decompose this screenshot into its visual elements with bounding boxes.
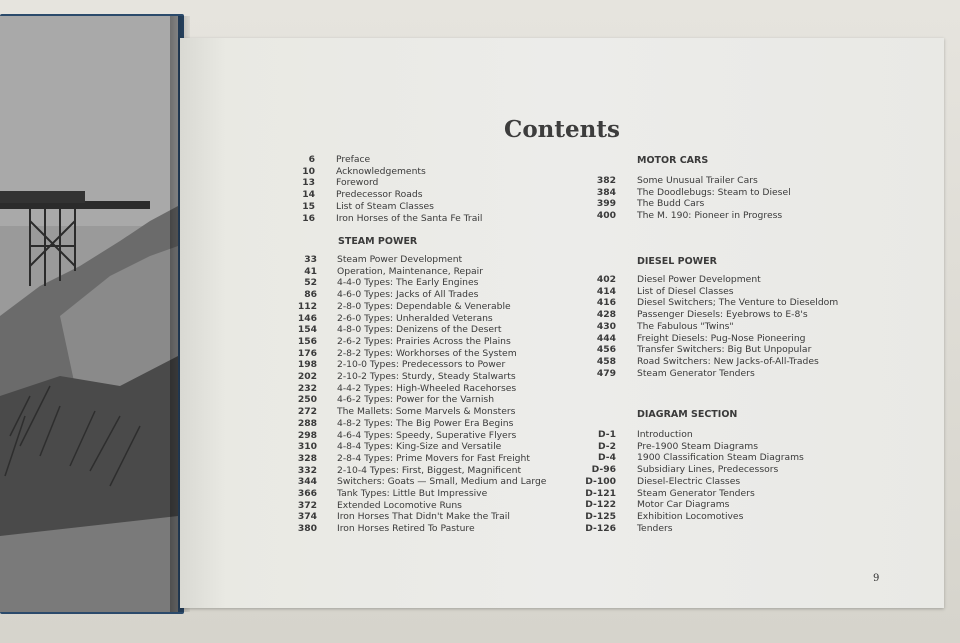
- toc-title: The Mallets: Some Marvels & Monsters: [337, 406, 516, 418]
- toc-entry: [288, 177, 548, 189]
- toc-page-number: 310: [297, 441, 317, 453]
- toc-title: 2-10-4 Types: First, Biggest, Magnificent: [337, 464, 522, 476]
- toc-title: 2-8-4 Types: Prime Movers for Fast Freight: [337, 452, 530, 464]
- toc-entry: [588, 198, 848, 210]
- toc-title: Iron Horses Retired To Pasture: [337, 523, 475, 535]
- toc-entry: [288, 383, 568, 395]
- toc-entry: [288, 348, 568, 360]
- toc-entry: [288, 406, 568, 418]
- toc-title: Preface: [336, 154, 371, 165]
- toc-entry: [288, 511, 568, 523]
- toc-page-number: D-125: [585, 510, 616, 522]
- toc-entry: [582, 488, 842, 500]
- toc-title: 4-8-2 Types: The Big Power Era Begins: [337, 417, 514, 429]
- toc-entry: [288, 154, 548, 166]
- toc-title: Motor Car Diagrams: [637, 499, 730, 511]
- toc-title: 2-10-0 Types: Predecessors to Power: [337, 359, 506, 371]
- toc-entry: [582, 429, 842, 441]
- toc-title: The Fabulous "Twins": [637, 320, 734, 332]
- toc-title: 4-8-0 Types: Denizens of the Desert: [337, 324, 502, 336]
- toc-title: Tank Types: Little But Impressive: [337, 488, 488, 499]
- toc-page-number: D-121: [585, 487, 616, 499]
- toc-title: The Doodlebugs: Steam to Diesel: [637, 186, 791, 198]
- toc-entry: [288, 418, 568, 430]
- toc-page-number: 154: [297, 324, 317, 336]
- left-page-photo: [0, 16, 178, 612]
- toc-page-number: 176: [297, 347, 317, 359]
- toc-entry: [288, 476, 568, 488]
- toc-page-number: D-126: [585, 522, 616, 534]
- toc-title: Some Unusual Trailer Cars: [637, 175, 758, 186]
- steam-power-heading: STEAM POWER: [338, 236, 418, 247]
- toc-title: The Budd Cars: [637, 198, 705, 210]
- toc-page-number: 380: [297, 523, 317, 535]
- toc-page-number: 6: [308, 154, 315, 165]
- toc-page-number: 298: [297, 429, 317, 441]
- toc-entry: [582, 464, 842, 476]
- toc-entry: [288, 394, 568, 406]
- toc-title: Diesel-Electric Classes: [637, 475, 741, 487]
- toc-page-number: 414: [596, 285, 616, 297]
- toc-title: 2-6-2 Types: Prairies Across the Plains: [337, 335, 511, 347]
- toc-entry: [288, 289, 568, 301]
- toc-entry: [288, 336, 568, 348]
- toc-entry: [588, 309, 848, 321]
- toc-page-number: 366: [297, 488, 317, 499]
- toc-page-number: 444: [596, 332, 616, 344]
- toc-page-number: 41: [304, 265, 317, 277]
- toc-page-number: 332: [297, 464, 317, 476]
- toc-entry: [582, 511, 842, 523]
- toc-page-number: D-100: [585, 475, 616, 487]
- diagram-section-heading: DIAGRAM SECTION: [637, 409, 738, 420]
- toc-title: Operation, Maintenance, Repair: [337, 265, 483, 277]
- toc-entry: [588, 344, 848, 356]
- toc-title: Freight Diesels: Pug-Nose Pioneering: [637, 332, 806, 344]
- toc-page-number: 202: [297, 371, 317, 382]
- toc-entry: [588, 368, 848, 380]
- toc-title: Extended Locomotive Runs: [337, 499, 462, 511]
- toc-page-number: 232: [297, 382, 317, 394]
- toc-page-number: 10: [302, 165, 315, 177]
- toc-entry: [288, 488, 568, 500]
- toc-entry: [588, 175, 848, 187]
- toc-title: Exhibition Locomotives: [637, 510, 744, 522]
- toc-page-number: 198: [297, 359, 317, 371]
- toc-entry: [588, 274, 848, 286]
- toc-entry: [588, 187, 848, 199]
- toc-page-number: D-122: [585, 499, 616, 511]
- toc-page-number: 15: [302, 200, 315, 212]
- toc-title: Diesel Switchers; The Venture to Dieseldom: [637, 297, 839, 309]
- toc-page-number: 16: [302, 212, 315, 224]
- toc-title: Iron Horses That Didn't Make the Trail: [337, 511, 510, 523]
- toc-page-number: 372: [297, 499, 317, 511]
- toc-page-number: D-96: [591, 464, 616, 476]
- toc-entry: [288, 277, 568, 289]
- toc-title: 4-4-0 Types: The Early Engines: [337, 277, 479, 289]
- toc-title: 4-6-4 Types: Speedy, Superative Flyers: [337, 429, 517, 441]
- toc-page-number: D-1: [597, 429, 616, 440]
- toc-page-number: 288: [297, 417, 317, 429]
- page-number: 9: [873, 573, 880, 584]
- toc-title: The M. 190: Pioneer in Progress: [637, 210, 783, 222]
- toc-title: Iron Horses of the Santa Fe Trail: [336, 212, 483, 224]
- railway-trestle-photo: [0, 16, 178, 612]
- toc-title: Acknowledgements: [336, 165, 426, 177]
- toc-entry: [582, 523, 842, 535]
- toc-title: Diesel Power Development: [637, 274, 761, 285]
- toc-page-number: 374: [297, 511, 317, 523]
- toc-title: Steam Power Development: [337, 254, 463, 265]
- toc-title: 1900 Classification Steam Diagrams: [637, 452, 804, 464]
- toc-page-number: 399: [596, 198, 616, 210]
- toc-title: 4-6-0 Types: Jacks of All Trades: [337, 289, 479, 301]
- toc-entry: [588, 286, 848, 298]
- toc-page-number: 479: [596, 367, 616, 379]
- toc-title: Predecessor Roads: [336, 189, 423, 201]
- toc-page-number: D-2: [597, 440, 616, 452]
- toc-title: 2-8-0 Types: Dependable & Venerable: [337, 300, 511, 312]
- toc-title: Switchers: Goats — Small, Medium and Large: [337, 476, 547, 488]
- toc-title: List of Diesel Classes: [637, 285, 734, 297]
- toc-entry: [288, 254, 568, 266]
- toc-entry: [288, 359, 568, 371]
- toc-title: 2-8-2 Types: Workhorses of the System: [337, 347, 517, 359]
- toc-entry: [288, 430, 568, 442]
- toc-title: Steam Generator Tenders: [637, 487, 755, 499]
- toc-page-number: 430: [596, 320, 616, 332]
- toc-title: Steam Generator Tenders: [637, 367, 755, 379]
- page-title: Contents: [504, 116, 620, 143]
- toc-page-number: 384: [596, 186, 616, 198]
- motor-cars-heading: MOTOR CARS: [637, 155, 709, 166]
- toc-entry: [288, 441, 568, 453]
- toc-entry: [582, 452, 842, 464]
- toc-entry: [588, 297, 848, 309]
- toc-page-number: 428: [596, 309, 616, 321]
- toc-entry: [288, 371, 568, 383]
- toc-entry: [588, 210, 848, 222]
- toc-title: 2-6-0 Types: Unheralded Veterans: [337, 312, 493, 324]
- toc-entry: [588, 321, 848, 333]
- toc-entry: [288, 500, 568, 512]
- toc-title: Subsidiary Lines, Predecessors: [637, 464, 779, 476]
- toc-page-number: 13: [302, 177, 315, 189]
- toc-title: Pre-1900 Steam Diagrams: [637, 440, 759, 452]
- toc-title: Passenger Diesels: Eyebrows to E-8's: [637, 309, 808, 321]
- toc-page-number: 146: [297, 312, 317, 324]
- toc-page-number: 14: [302, 189, 315, 201]
- toc-entry: [288, 453, 568, 465]
- toc-title: 4-8-4 Types: King-Size and Versatile: [337, 441, 502, 453]
- toc-entry: [288, 166, 548, 178]
- toc-page-number: 52: [304, 277, 317, 289]
- toc-page-number: D-4: [597, 452, 616, 464]
- toc-page-number: 344: [297, 476, 317, 488]
- toc-page-number: 416: [596, 297, 616, 309]
- toc-entry: [288, 465, 568, 477]
- toc-title: Transfer Switchers: Big But Unpopular: [637, 344, 812, 356]
- toc-page-number: 272: [297, 406, 317, 418]
- toc-entry: [288, 213, 548, 225]
- toc-title: Tenders: [637, 522, 673, 534]
- toc-title: 4-6-2 Types: Power for the Varnish: [337, 394, 495, 406]
- toc-page-number: 400: [596, 210, 616, 222]
- toc-entry: [288, 266, 568, 278]
- toc-entry: [582, 476, 842, 488]
- toc-page-number: 33: [304, 254, 317, 265]
- toc-page-number: 458: [596, 355, 616, 367]
- toc-title: 2-10-2 Types: Sturdy, Steady Stalwarts: [337, 371, 516, 382]
- toc-page-number: 328: [297, 452, 317, 464]
- toc-page-number: 402: [596, 274, 616, 285]
- toc-entry: [588, 356, 848, 368]
- toc-entry: [288, 313, 568, 325]
- toc-entry: [582, 441, 842, 453]
- toc-entry: [288, 301, 568, 313]
- toc-title: Road Switchers: New Jacks-of-All-Trades: [637, 355, 819, 367]
- toc-entry: [288, 189, 548, 201]
- toc-entry: [588, 333, 848, 345]
- toc-entry: [288, 523, 568, 535]
- toc-entry: [288, 201, 548, 213]
- toc-page-number: 250: [297, 394, 317, 406]
- toc-page-number: 382: [596, 175, 616, 186]
- toc-page-number: 86: [304, 289, 317, 301]
- toc-title: Introduction: [637, 429, 693, 440]
- diesel-power-heading: DIESEL POWER: [637, 256, 717, 267]
- toc-page-number: 112: [297, 300, 317, 312]
- toc-entry: [582, 499, 842, 511]
- toc-page-number: 456: [596, 344, 616, 356]
- toc-entry: [288, 324, 568, 336]
- toc-title: 4-4-2 Types: High-Wheeled Racehorses: [337, 382, 517, 394]
- toc-title: List of Steam Classes: [336, 200, 434, 212]
- contents-page: [180, 38, 944, 608]
- toc-title: Foreword: [336, 177, 379, 189]
- toc-page-number: 156: [297, 335, 317, 347]
